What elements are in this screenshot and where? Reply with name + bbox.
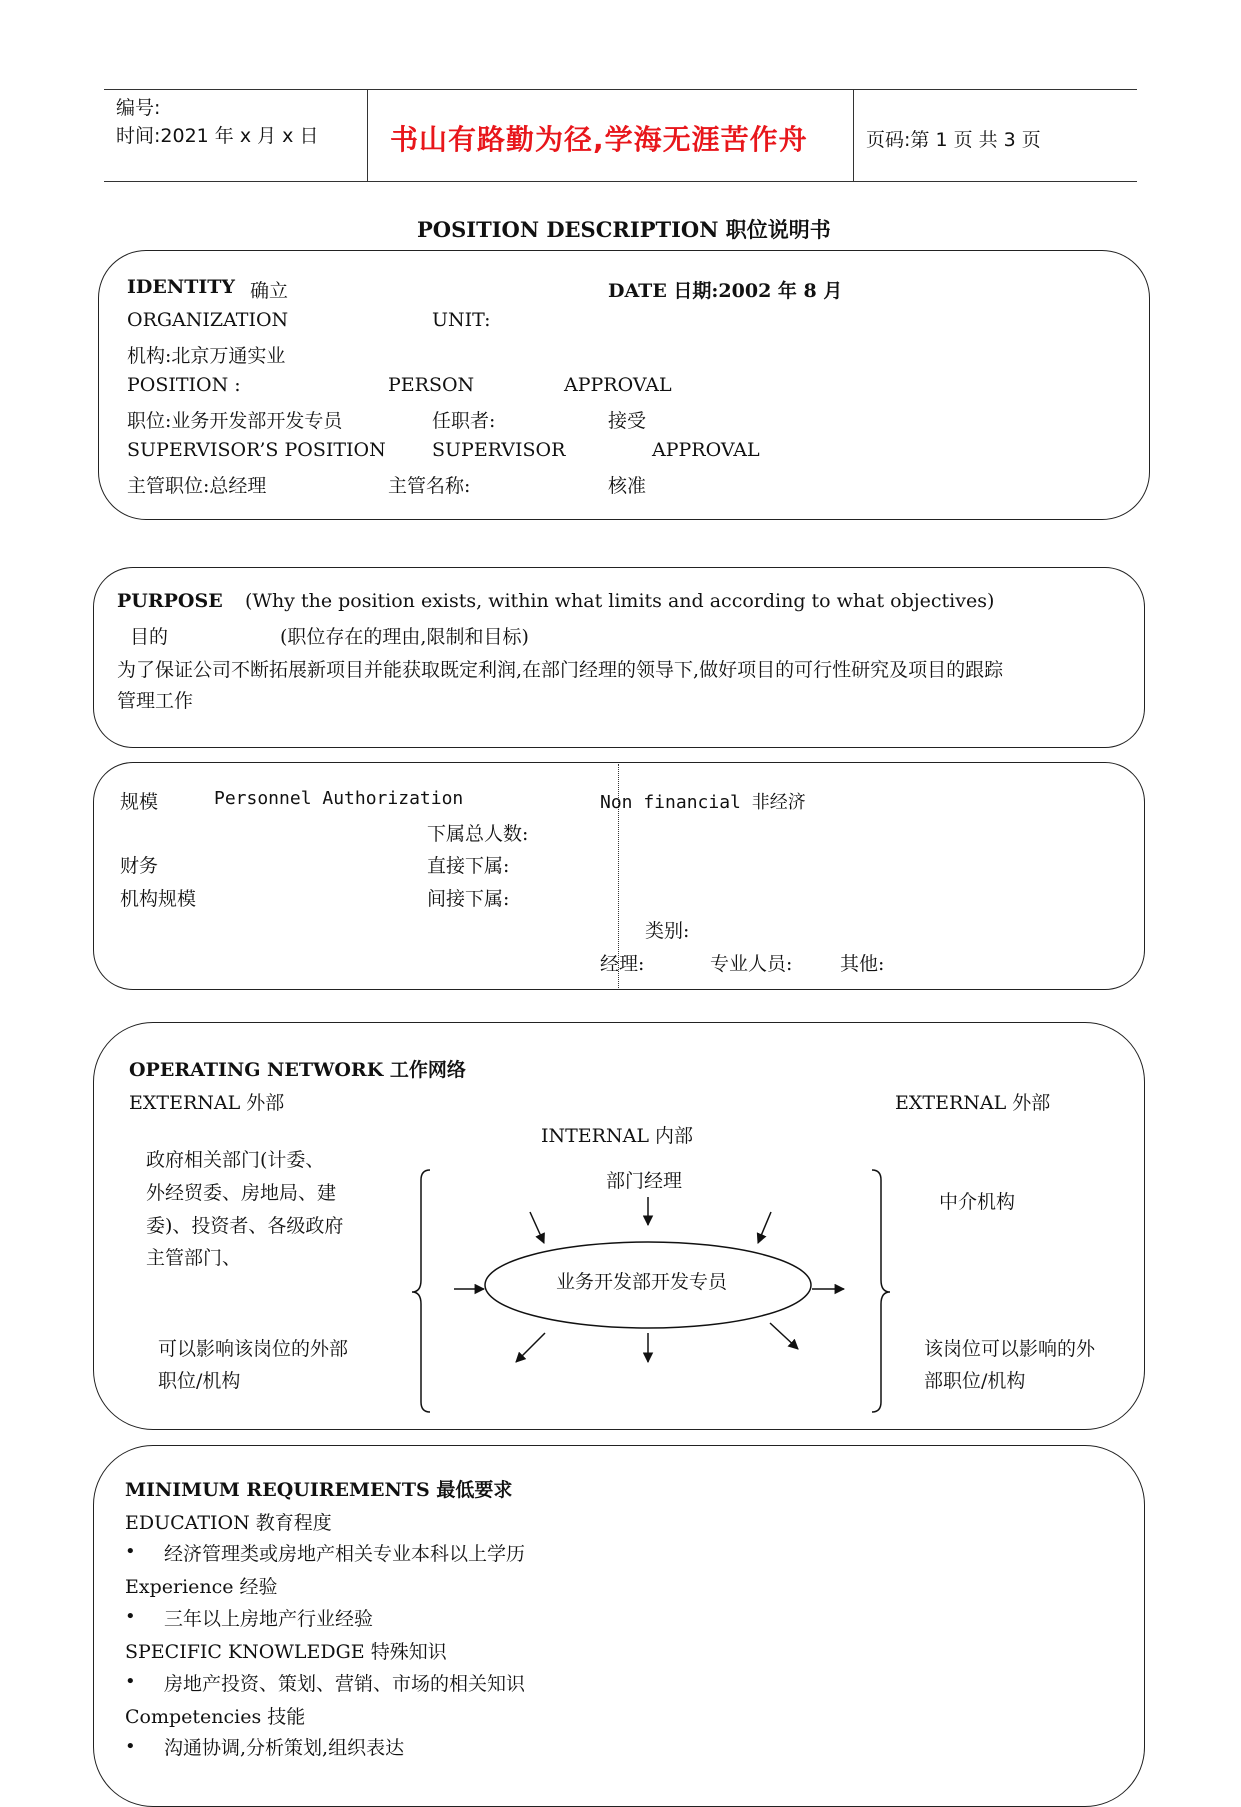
header-top-rule xyxy=(104,89,1137,90)
category-label: 类别: xyxy=(645,920,690,942)
education-item: 经济管理类或房地产相关专业本科以上学历 xyxy=(164,1543,526,1565)
page-title: POSITION DESCRIPTION 职位说明书 xyxy=(417,217,831,242)
position-value: 职位:业务开发部开发专员 xyxy=(127,410,343,432)
unit-label: UNIT: xyxy=(432,309,491,331)
purpose-heading-cn: 目的 xyxy=(130,626,169,648)
external-left-line2: 外经贸委、房地局、建 xyxy=(146,1182,337,1204)
other-label: 其他: xyxy=(840,953,885,975)
identity-date: DATE 日期:2002 年 8 月 xyxy=(608,280,843,302)
knowledge-item: 房地产投资、策划、营销、市场的相关知识 xyxy=(164,1673,526,1695)
influencing-positions-line2: 职位/机构 xyxy=(158,1370,241,1392)
personnel-authorization-label: Personnel Authorization xyxy=(214,788,464,809)
education-label: EDUCATION 教育程度 xyxy=(125,1512,332,1534)
center-role-label: 业务开发部开发专员 xyxy=(556,1271,728,1293)
purpose-description: (Why the position exists, within what limits and according to what objectives) xyxy=(245,590,995,612)
competencies-item: 沟通协调,分析策划,组织表达 xyxy=(164,1737,405,1759)
requirements-heading: MINIMUM REQUIREMENTS 最低要求 xyxy=(125,1479,513,1501)
influencing-positions-line1: 可以影响该岗位的外部 xyxy=(158,1338,349,1360)
position-label: POSITION : xyxy=(127,374,241,396)
approval2-value: 核准 xyxy=(608,475,647,497)
intermediary-label: 中介机构 xyxy=(939,1191,1016,1213)
purpose-description-cn: (职位存在的理由,限制和目标) xyxy=(280,626,529,648)
person-label: PERSON xyxy=(388,374,475,396)
experience-item: 三年以上房地产行业经验 xyxy=(164,1608,374,1630)
document-number-label: 编号: xyxy=(116,97,161,119)
org-scale-label: 机构规模 xyxy=(120,888,197,910)
purpose-heading: PURPOSE xyxy=(117,590,223,612)
identity-heading-cn: 确立 xyxy=(250,280,289,302)
experience-label: Experience 经验 xyxy=(125,1576,278,1598)
supervisor-name-label: 主管名称: xyxy=(388,475,471,497)
document-time-label: 时间:2021 年 x 月 x 日 xyxy=(116,125,319,147)
header-bottom-rule xyxy=(104,181,1137,182)
knowledge-label: SPECIFIC KNOWLEDGE 特殊知识 xyxy=(125,1641,447,1663)
header-divider-right xyxy=(853,89,854,182)
external-left-line3: 委)、投资者、各级政府 xyxy=(146,1215,344,1237)
identity-heading: IDENTITY xyxy=(127,276,235,298)
direct-subordinates-label: 直接下属: xyxy=(427,855,510,877)
page-number-label: 页码:第 1 页 共 3 页 xyxy=(866,129,1041,151)
external-left-line1: 政府相关部门(计委、 xyxy=(146,1149,325,1171)
professional-label: 专业人员: xyxy=(710,953,793,975)
supervisor-position-value: 主管职位:总经理 xyxy=(127,475,267,497)
header-motto: 书山有路勤为径,学海无涯苦作舟 xyxy=(390,123,808,156)
experience-bullet: • xyxy=(125,1606,136,1627)
competencies-bullet: • xyxy=(125,1736,136,1757)
competencies-label: Competencies 技能 xyxy=(125,1706,306,1728)
external-left-label: EXTERNAL 外部 xyxy=(129,1092,285,1114)
organization-value: 机构:北京万通实业 xyxy=(127,345,286,367)
indirect-subordinates-label: 间接下属: xyxy=(427,888,510,910)
education-bullet: • xyxy=(125,1541,136,1562)
non-financial-label: Non financial 非经济 xyxy=(600,792,806,813)
supervisor-position-label: SUPERVISOR’S POSITION xyxy=(127,439,386,461)
purpose-text-line2: 管理工作 xyxy=(117,690,194,712)
person-value: 任职者: xyxy=(432,410,496,432)
influenced-positions-line1: 该岗位可以影响的外 xyxy=(924,1338,1096,1360)
header-divider-left xyxy=(367,89,368,182)
influenced-positions-line2: 部职位/机构 xyxy=(924,1370,1026,1392)
organization-label: ORGANIZATION xyxy=(127,309,289,331)
approval-label: APPROVAL xyxy=(564,374,672,396)
total-subordinates-label: 下属总人数: xyxy=(427,823,529,845)
internal-label: INTERNAL 内部 xyxy=(541,1125,693,1147)
scale-label: 规模 xyxy=(120,791,159,813)
approval-value: 接受 xyxy=(608,410,647,432)
finance-label: 财务 xyxy=(120,855,159,877)
supervisor-label: SUPERVISOR xyxy=(432,439,566,461)
manager-label: 经理: xyxy=(600,953,645,975)
external-right-label: EXTERNAL 外部 xyxy=(895,1092,1051,1114)
network-heading: OPERATING NETWORK 工作网络 xyxy=(129,1059,466,1081)
dept-manager-label: 部门经理 xyxy=(606,1170,683,1192)
purpose-text-line1: 为了保证公司不断拓展新项目并能获取既定利润,在部门经理的领导下,做好项目的可行性研究及项目的跟踪 xyxy=(117,659,1004,681)
approval2-label: APPROVAL xyxy=(652,439,760,461)
knowledge-bullet: • xyxy=(125,1671,136,1692)
external-left-line4: 主管部门、 xyxy=(146,1247,242,1269)
